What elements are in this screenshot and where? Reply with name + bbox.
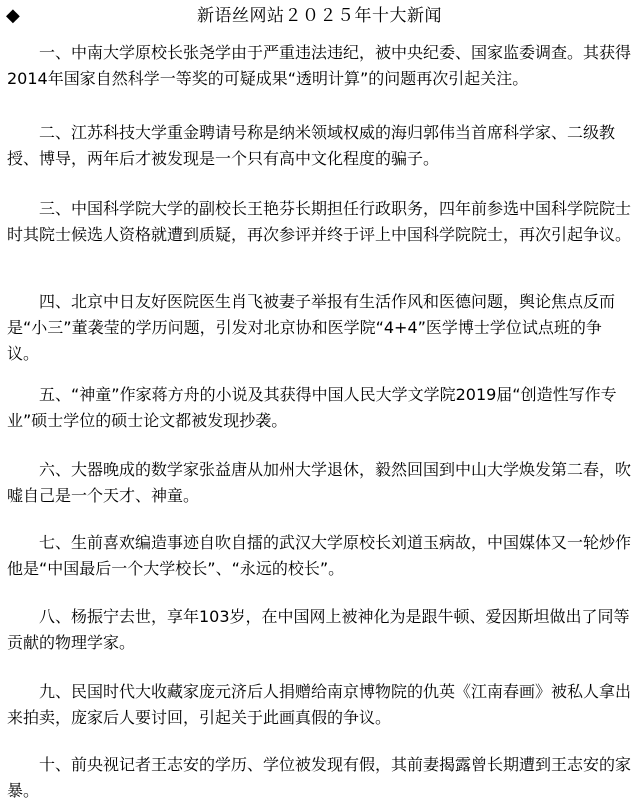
news-item-2: 二、江苏科技大学重金聘请号称是纳米领域权威的海归郭伟当首席科学家、二级教授、博导，两年后才被发现是一个只有高中文化程度的骗子。 <box>7 123 616 168</box>
header <box>0 4 639 28</box>
news-item-10: 十、前央视记者王志安的学历、学位被发现有假，其前妻揭露曾长期遭到王志安的家暴。 <box>7 755 632 800</box>
news-item-9: 九、民国时代大收藏家庞元济后人捐赠给南京博物院的仇英《江南春画》被私人拿出来拍卖，庞家后人要讨回，引起关于此画真假的争议。 <box>7 682 632 727</box>
news-item-3: 三、中国科学院大学的副校长王艳芬长期担任行政职务，四年前参选中国科学院院士时其院士候选人资格就遭到质疑，再次参评并终于评上中国科学院院士，再次引起争议。 <box>7 199 632 244</box>
page-title: 新语丝网站２０２５年十大新闻 <box>197 6 442 26</box>
news-item-1: 一、中南大学原校长张尧学由于严重违法违纪，被中央纪委、国家监委调查。其获得2014年国家自然科学一等奖的可疑成果“透明计算”的问题再次引起关注。 <box>7 43 632 88</box>
diamond-icon: ◆ <box>6 5 20 26</box>
news-item-6: 六、大器晚成的数学家张益唐从加州大学退休，毅然回国到中山大学焕发第二春，吹嘘自己是一个天才、神童。 <box>7 460 632 505</box>
news-item-4: 四、北京中日友好医院医生肖飞被妻子举报有生活作风和医德问题，舆论焦点反而是“小三”董袭莹的学历问题，引发对北京协和医学院“4+4”医学博士学位试点班的争议。 <box>7 292 616 363</box>
news-item-7: 七、生前喜欢编造事迹自吹自擂的武汉大学原校长刘道玉病故，中国媒体又一轮炒作他是“中国最后一个大学校长”、“永远的校长”。 <box>7 533 632 578</box>
news-item-5: 五、“神童”作家蒋方舟的小说及其获得中国人民大学文学院2019届“创造性写作专业”硕士学位的硕士论文都被发现抄袭。 <box>7 385 617 430</box>
news-item-8: 八、杨振宁去世，享年103岁，在中国网上被神化为是跟牛顿、爱因斯坦做出了同等贡献的物理学家。 <box>7 607 630 652</box>
